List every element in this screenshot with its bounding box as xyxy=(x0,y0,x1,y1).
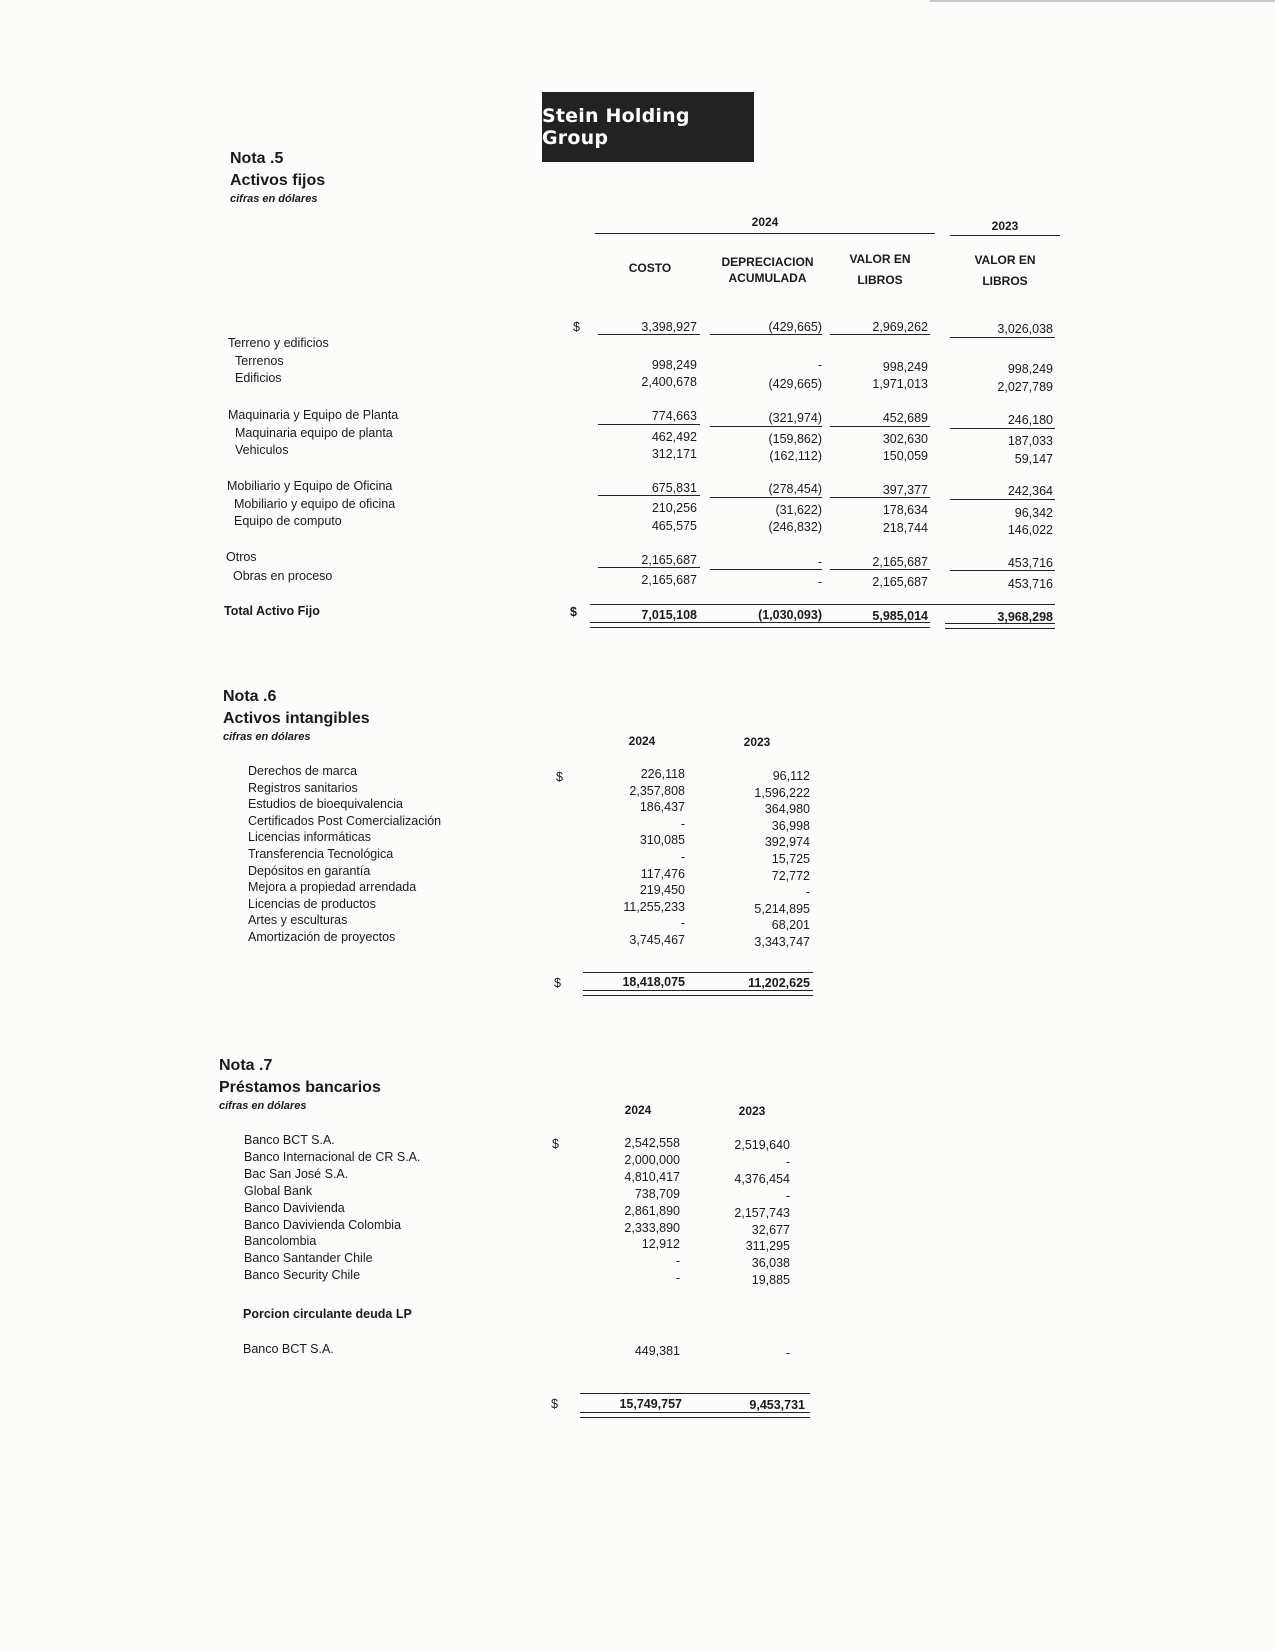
cell: 312,171 xyxy=(651,447,697,461)
porcion-row-2024: 449,381 xyxy=(634,1344,680,1358)
nota5-year2023-line xyxy=(950,235,1060,236)
row-label: Bancolombia xyxy=(244,1234,317,1249)
nota6-total-top-rule xyxy=(583,972,813,973)
row-label: Global Bank xyxy=(244,1183,313,1198)
nota6-year-2023: 2023 xyxy=(743,735,771,749)
cell: 675,831 xyxy=(651,481,697,495)
cell: (321,974) xyxy=(768,411,822,425)
cell: - xyxy=(817,358,822,372)
row-label: Terrenos xyxy=(235,354,284,368)
row-label: Registros sanitarios xyxy=(248,780,358,795)
cell: 998,249 xyxy=(651,358,697,372)
cell: 465,575 xyxy=(651,519,697,533)
row-label: Vehiculos xyxy=(235,443,289,457)
rule xyxy=(598,334,700,335)
cell: 2,165,687 xyxy=(872,555,928,569)
nota6-currency: $ xyxy=(556,770,563,784)
cell: 5,985,014 xyxy=(872,609,928,623)
cell: 462,492 xyxy=(651,430,697,444)
row-label: Banco Davivienda Colombia xyxy=(244,1217,402,1232)
cell-2023: 15,725 xyxy=(771,852,810,866)
cell-2023: 32,677 xyxy=(751,1222,790,1237)
total-label: Total Activo Fijo xyxy=(224,604,320,618)
rule xyxy=(710,497,822,498)
cell: 150,059 xyxy=(882,449,928,463)
cell: 146,022 xyxy=(1007,523,1053,537)
rule xyxy=(598,424,700,425)
cell: - xyxy=(817,575,822,589)
row-label: Licencias de productos xyxy=(248,896,376,911)
cell-2023: 4,376,454 xyxy=(734,1171,790,1186)
cell-2023: 36,998 xyxy=(771,818,810,833)
row-label: Equipo de computo xyxy=(234,514,342,528)
rule xyxy=(710,569,822,570)
cell-2023: 311,295 xyxy=(745,1239,790,1254)
row-label: Licencias informáticas xyxy=(248,830,371,845)
col-valor-1: VALOR EN xyxy=(849,252,911,266)
row-label: Banco Security Chile xyxy=(244,1268,361,1283)
col-valor2023-2: LIBROS xyxy=(982,274,1028,288)
row-label: Maquinaria y Equipo de Planta xyxy=(228,408,399,422)
cell: 178,634 xyxy=(882,503,928,517)
cell-2024: 11,255,233 xyxy=(623,899,685,914)
cell: 3,968,298 xyxy=(997,610,1053,624)
nota7-year-2023: 2023 xyxy=(738,1104,766,1118)
cell: 7,015,108 xyxy=(641,608,697,622)
nota7-currency-total: $ xyxy=(551,1397,558,1411)
cell-2023: - xyxy=(805,885,810,900)
row-label: Estudios de bioequivalencia xyxy=(248,797,403,812)
nota7-total-top-rule xyxy=(580,1393,810,1394)
company-logo: Stein Holding Group xyxy=(542,92,754,162)
cell-2024: 2,333,890 xyxy=(624,1220,680,1235)
cell: (31,622) xyxy=(775,503,822,517)
cell-2023: 36,038 xyxy=(751,1256,790,1271)
row-label: Obras en proceso xyxy=(233,569,333,583)
nota7-total-2023: 9,453,731 xyxy=(749,1398,805,1412)
porcion-row-label: Banco BCT S.A. xyxy=(243,1342,334,1356)
row-label: Mobiliario y Equipo de Oficina xyxy=(227,479,393,493)
cell: (429,665) xyxy=(768,377,822,391)
cell: 2,400,678 xyxy=(641,375,697,389)
cell: 2,027,789 xyxy=(997,380,1053,394)
cell-2024: - xyxy=(680,816,685,831)
cell-2023: 2,519,640 xyxy=(734,1138,790,1152)
rule xyxy=(710,334,822,335)
cell: 2,165,687 xyxy=(641,553,697,567)
nota7-currency: $ xyxy=(552,1137,559,1151)
rule xyxy=(830,426,930,427)
cell: 2,969,262 xyxy=(872,320,928,334)
nota5-number: Nota .5 xyxy=(230,150,284,167)
row-label: Certificados Post Comercialización xyxy=(248,813,442,828)
porcion-label: Porcion circulante deuda LP xyxy=(243,1307,412,1321)
porcion-row-2023: - xyxy=(785,1346,790,1360)
cell-2024: - xyxy=(675,1271,680,1286)
cell: 397,377 xyxy=(882,483,928,497)
nota5-currency-top: $ xyxy=(573,320,580,334)
rule xyxy=(598,567,700,568)
row-label: Banco Davivienda xyxy=(244,1200,345,1215)
cell: 187,033 xyxy=(1007,434,1053,448)
cell-2024: 219,450 xyxy=(639,883,685,898)
cell-2024: 738,709 xyxy=(634,1186,680,1201)
col-dep-2: ACUMULADA xyxy=(728,271,807,285)
nota6-total-2024: 18,418,075 xyxy=(622,975,685,989)
cell: 210,256 xyxy=(651,501,697,515)
cell-2023: 5,214,895 xyxy=(754,901,810,916)
cell-2024: - xyxy=(675,1254,680,1269)
row-label: Otros xyxy=(226,550,257,564)
cell-2023: - xyxy=(785,1154,790,1169)
cell-2024: 2,000,000 xyxy=(624,1152,680,1167)
row-label: Banco Internacional de CR S.A. xyxy=(244,1149,421,1164)
scan-edge-line xyxy=(930,0,1275,2)
cell-2023: 392,974 xyxy=(764,835,810,850)
nota6-subtitle: cifras en dólares xyxy=(223,731,311,743)
cell: 774,663 xyxy=(651,409,697,423)
row-label: Terreno y edificios xyxy=(228,336,329,350)
cell-2024: 310,085 xyxy=(639,833,685,848)
nota7-total-double-rule xyxy=(580,1412,810,1418)
rule xyxy=(710,426,822,427)
row-label: Artes y esculturas xyxy=(248,913,348,928)
row-label: Edificios xyxy=(235,371,282,385)
cell: - xyxy=(817,555,822,569)
nota6-number: Nota .6 xyxy=(223,688,277,705)
cell: 453,716 xyxy=(1007,577,1053,591)
col-costo: COSTO xyxy=(628,261,672,275)
cell-2024: - xyxy=(680,916,685,931)
cell-2023: 3,343,747 xyxy=(754,935,810,949)
nota7-total-2024: 15,749,757 xyxy=(619,1397,682,1411)
row-label: Banco Santander Chile xyxy=(244,1251,373,1266)
nota6-title: Activos intangibles xyxy=(223,710,370,727)
cell: (246,832) xyxy=(768,520,822,534)
row-label: Derechos de marca xyxy=(248,764,358,778)
rule xyxy=(950,428,1055,429)
cell-2024: 2,861,890 xyxy=(624,1203,680,1218)
nota6-total-2023: 11,202,625 xyxy=(748,976,810,990)
col-valor2023-1: VALOR EN xyxy=(974,253,1036,267)
nota6-total-double-rule xyxy=(583,990,813,996)
nota6-currency-total: $ xyxy=(554,976,561,990)
col-dep-1: DEPRECIACION xyxy=(721,255,814,269)
cell-2023: 72,772 xyxy=(771,868,810,883)
cell-2024: 4,810,417 xyxy=(624,1169,680,1184)
cell: 218,744 xyxy=(882,521,928,535)
nota7-title: Préstamos bancarios xyxy=(219,1079,381,1096)
nota6-year-2024: 2024 xyxy=(628,734,656,748)
total-top-rule xyxy=(590,604,1055,605)
cell: (1,030,093) xyxy=(758,608,822,622)
nota5-year-2023: 2023 xyxy=(991,219,1019,233)
nota7-number: Nota .7 xyxy=(219,1057,273,1074)
row-label: Maquinaria equipo de planta xyxy=(235,426,393,440)
cell-2023: 1,596,222 xyxy=(754,785,810,800)
cell: 302,630 xyxy=(882,432,928,446)
row-label: Banco BCT S.A. xyxy=(244,1133,335,1147)
row-label: Amortización de proyectos xyxy=(248,930,396,944)
cell: 2,165,687 xyxy=(641,573,697,587)
rule xyxy=(830,334,930,335)
cell: 452,689 xyxy=(882,411,928,425)
cell: 3,398,927 xyxy=(641,320,697,334)
cell-2023: 96,112 xyxy=(772,769,810,783)
cell: 453,716 xyxy=(1007,556,1053,570)
cell-2024: 186,437 xyxy=(639,800,685,815)
nota5-year-2024: 2024 xyxy=(751,215,779,229)
rule xyxy=(598,495,700,496)
nota5-year-line xyxy=(595,233,935,234)
cell-2023: - xyxy=(785,1188,790,1203)
cell-2023: 2,157,743 xyxy=(734,1205,790,1220)
cell: (429,665) xyxy=(768,320,822,334)
row-label: Transferencia Tecnológica xyxy=(248,847,394,861)
cell: 998,249 xyxy=(1007,362,1053,376)
cell: (162,112) xyxy=(769,449,822,463)
cell-2024: - xyxy=(680,850,685,864)
cell: 59,147 xyxy=(1014,452,1053,466)
row-label: Bac San José S.A. xyxy=(244,1166,349,1181)
rule xyxy=(950,337,1055,338)
cell: 242,364 xyxy=(1007,484,1053,498)
nota5-currency-total: $ xyxy=(570,605,577,619)
cell-2023: 364,980 xyxy=(764,802,810,817)
total-double-rule xyxy=(945,623,1055,629)
nota7-subtitle: cifras en dólares xyxy=(219,1100,307,1112)
rule xyxy=(830,569,930,570)
rule xyxy=(830,497,930,498)
cell-2024: 2,542,558 xyxy=(624,1136,680,1150)
row-label: Depósitos en garantía xyxy=(248,863,371,878)
cell: 3,026,038 xyxy=(997,322,1053,336)
col-valor-2: LIBROS xyxy=(857,273,903,287)
row-label: Mobiliario y equipo de oficina xyxy=(234,497,396,511)
rule xyxy=(950,570,1055,571)
cell-2024: 12,912 xyxy=(641,1237,680,1252)
cell: 96,342 xyxy=(1014,506,1053,520)
cell: (159,862) xyxy=(768,432,822,446)
cell-2024: 3,745,467 xyxy=(629,933,685,947)
cell-2023: 68,201 xyxy=(771,918,810,933)
total-double-rule xyxy=(590,622,930,628)
cell-2024: 2,357,808 xyxy=(629,783,685,798)
cell: 246,180 xyxy=(1007,413,1053,427)
cell-2024: 226,118 xyxy=(640,767,685,781)
cell: 998,249 xyxy=(882,360,928,374)
row-label: Mejora a propiedad arrendada xyxy=(248,880,417,895)
nota7-year-2024: 2024 xyxy=(624,1103,652,1117)
rule xyxy=(950,499,1055,500)
cell-2024: 117,476 xyxy=(640,866,685,881)
nota5-title: Activos fijos xyxy=(230,172,326,189)
nota5-subtitle: cifras en dólares xyxy=(230,193,318,205)
cell: (278,454) xyxy=(768,482,822,496)
cell: 2,165,687 xyxy=(872,575,928,589)
cell: 1,971,013 xyxy=(872,377,928,391)
cell-2023: 19,885 xyxy=(751,1273,790,1288)
